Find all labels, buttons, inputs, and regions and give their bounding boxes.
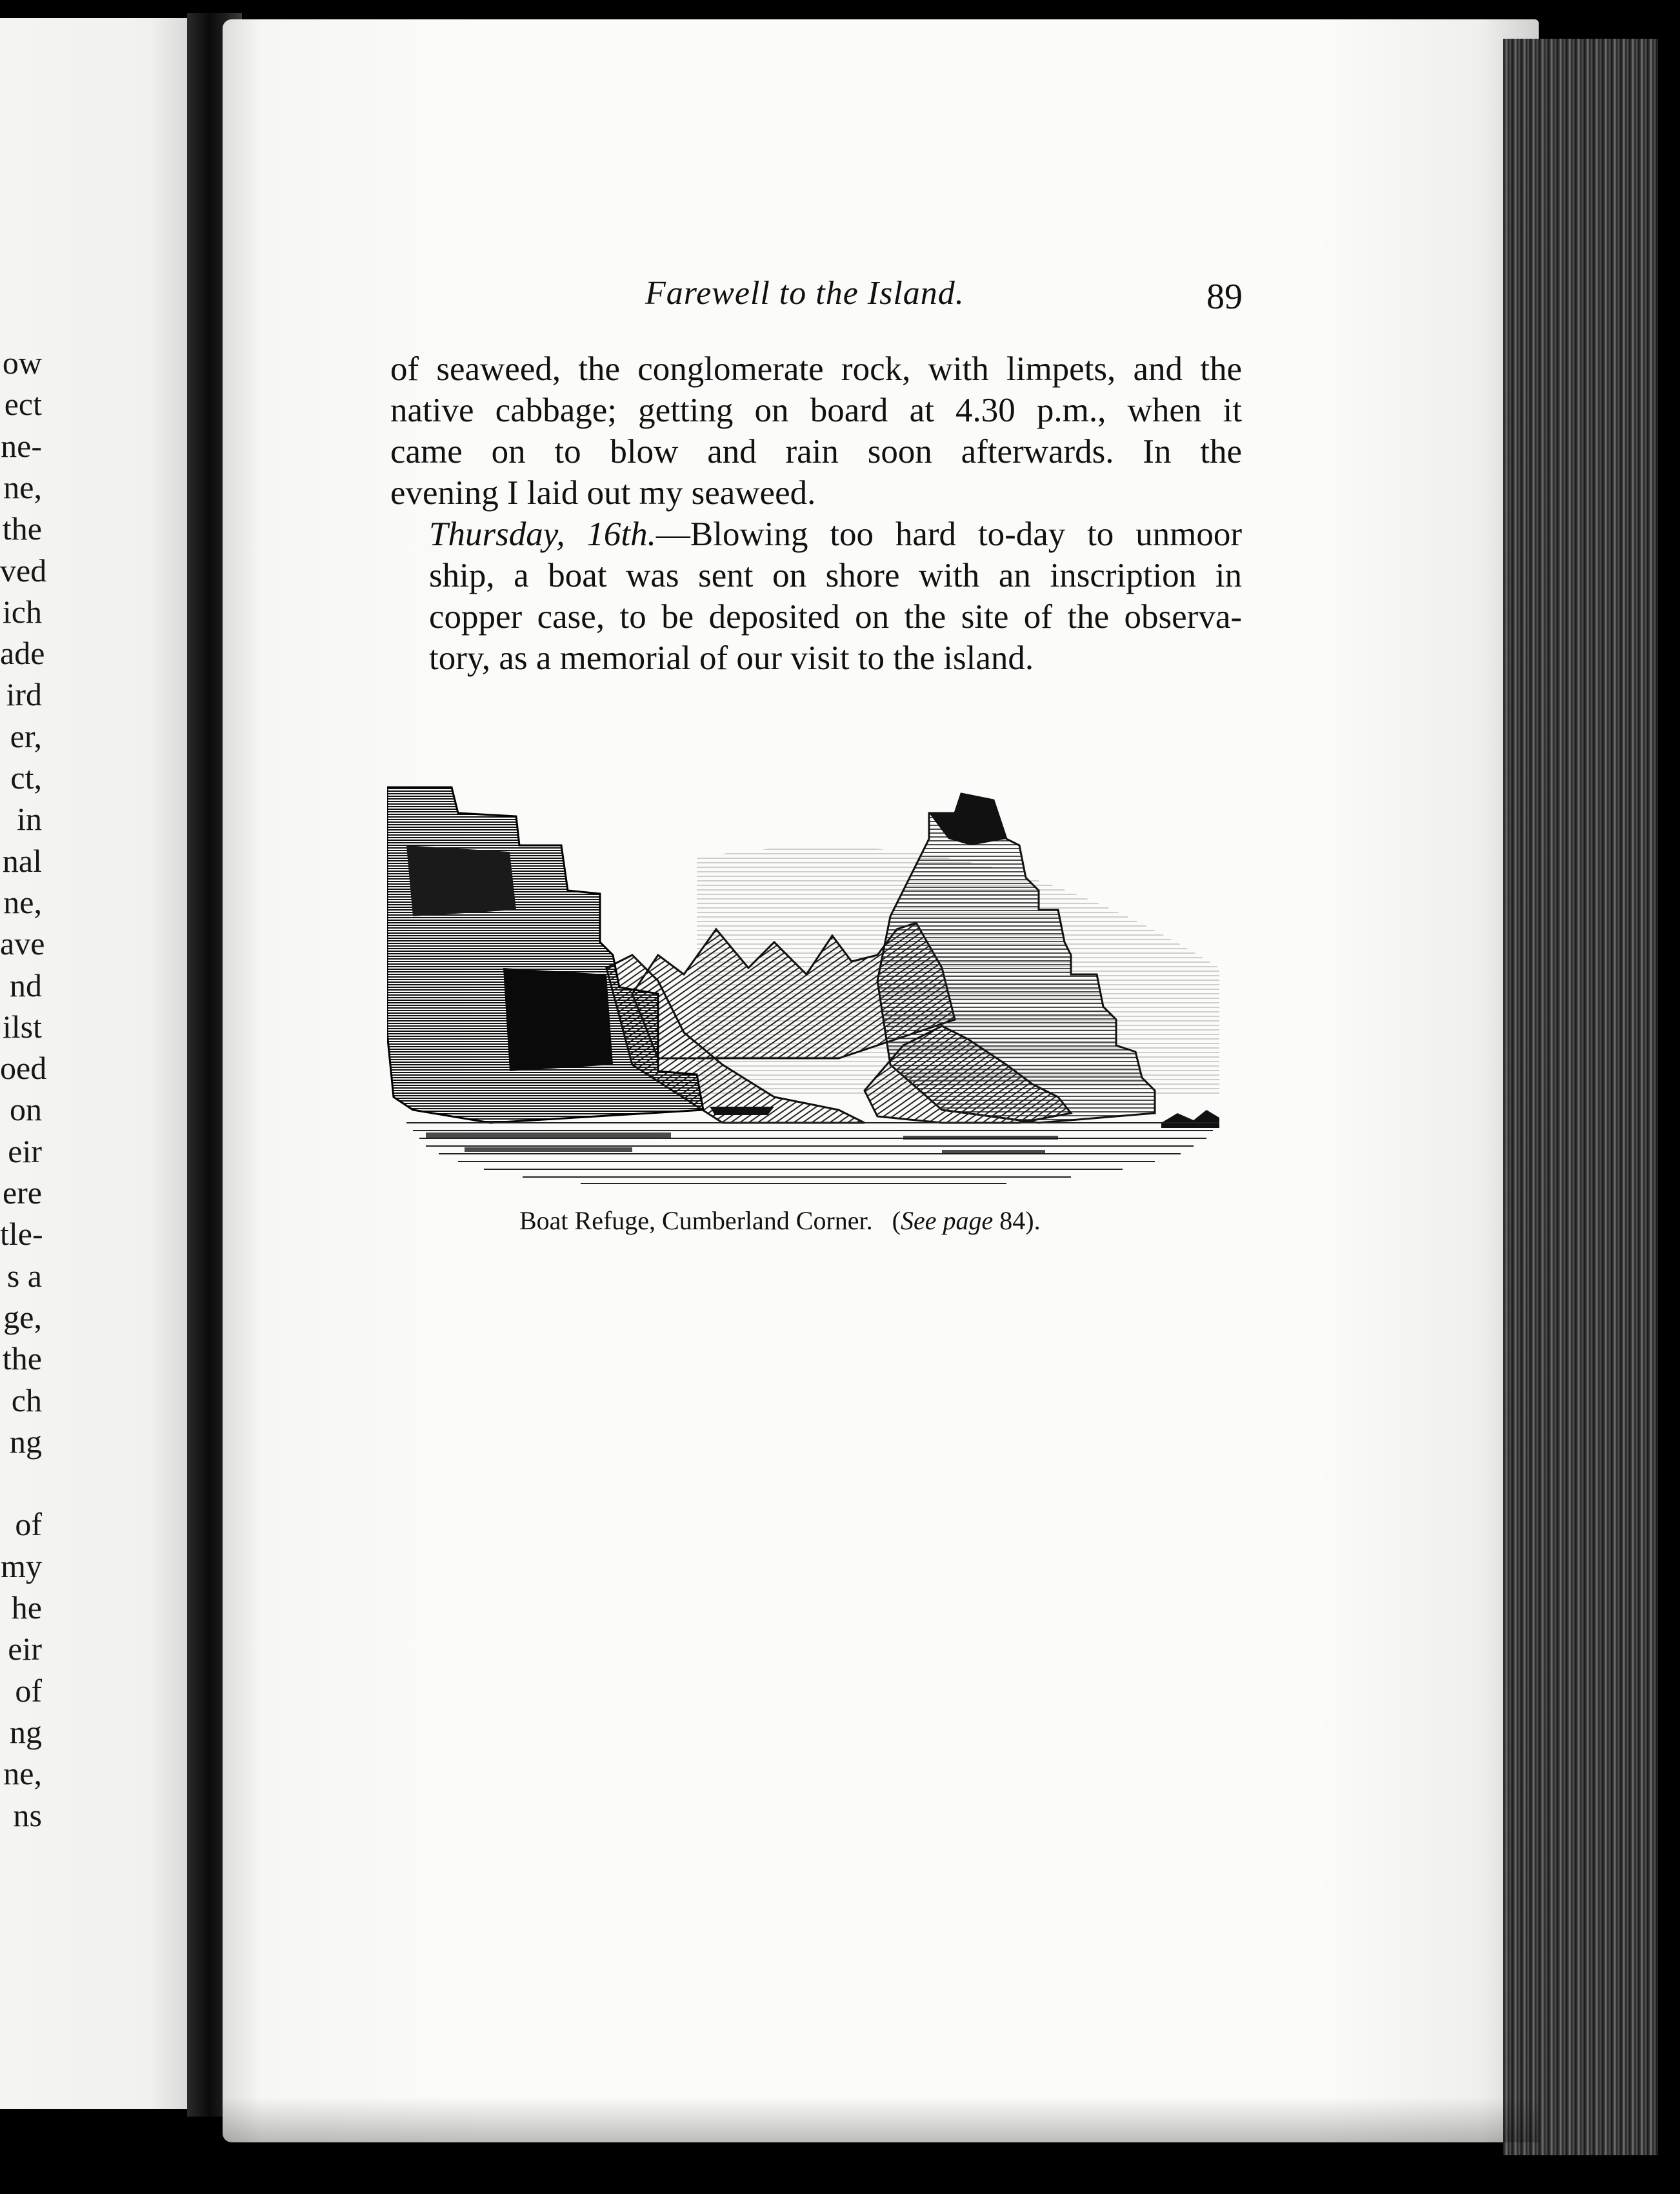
previous-page-line-fragment: ect <box>4 386 42 422</box>
previous-page-line-fragment: oed <box>0 1050 47 1086</box>
previous-page-line-fragment: ade <box>0 635 45 671</box>
previous-page-line-fragment: ge, <box>3 1299 42 1335</box>
previous-page-line-fragment: my <box>1 1548 42 1584</box>
islet-rocks <box>1161 1110 1219 1128</box>
text-line <box>390 514 1242 555</box>
previous-page-line-fragment: ave <box>0 925 45 961</box>
previous-page-line-fragment: he <box>11 1589 42 1625</box>
previous-page-line-fragment: ch <box>11 1382 42 1418</box>
caption-close: ). <box>1025 1206 1041 1235</box>
previous-page-line-fragment: eir <box>8 1631 42 1667</box>
previous-page-line-fragment: ns <box>13 1797 42 1833</box>
previous-page-line-fragment: ved <box>0 552 47 589</box>
engraving-illustration <box>387 761 1226 1187</box>
text-line-rest: —Blowing too hard to-day to unmoor <box>655 516 1242 553</box>
text-line: copper case, to be deposited on the site of the observa- <box>429 598 1242 636</box>
previous-page-line-fragment: er, <box>10 718 42 754</box>
previous-page-line-fragment: tle- <box>0 1216 43 1252</box>
water-lines <box>406 1123 1219 1183</box>
water-reflections <box>426 1132 1058 1154</box>
page-edges <box>1503 39 1658 2155</box>
previous-page-line-fragment: ne, <box>3 884 42 920</box>
caption-see-page: See page <box>900 1206 994 1235</box>
illustration-caption <box>519 1205 1041 1236</box>
caption-text: Boat Refuge, Cumberland Corner. <box>519 1206 873 1235</box>
previous-page-line-fragment: ng <box>10 1714 42 1750</box>
text-line: ship, a boat was sent on shore with an inscription in <box>429 557 1242 594</box>
previous-page-line-fragment: in <box>17 801 42 837</box>
text-line: tory, as a memorial of our visit to the island. <box>429 639 1034 677</box>
paragraph-2 <box>390 514 1242 679</box>
page-bottom-shadow <box>223 2097 1539 2142</box>
previous-page-line-fragment: ilst <box>2 1009 42 1045</box>
text-line: evening I laid out my seaweed. <box>390 474 816 512</box>
previous-page-line-fragment: ird <box>6 676 42 712</box>
previous-page-line-fragment: eir <box>8 1133 42 1169</box>
previous-page-line-fragment: ne, <box>3 469 42 505</box>
previous-page <box>0 18 213 2109</box>
previous-page-line-fragment: of <box>15 1673 42 1709</box>
left-cliffs <box>387 787 703 1123</box>
previous-page-line-fragment: ere <box>2 1174 42 1211</box>
caption-open: ( <box>892 1206 901 1235</box>
previous-page-line-fragment: ne- <box>1 428 42 464</box>
previous-page-line-fragment: s a <box>6 1258 42 1294</box>
body-text <box>390 348 1242 679</box>
caption-page-ref: 84 <box>999 1206 1026 1235</box>
text-line: came on to blow and rain soon afterwards. In the <box>390 433 1242 470</box>
previous-page-line-fragment: ne, <box>3 1755 42 1791</box>
running-head: Farewell to the Island. <box>645 275 965 312</box>
previous-page-line-fragment: of <box>15 1506 42 1542</box>
previous-page-line-fragment: ich <box>2 594 42 630</box>
text-line: native cabbage; getting on board at 4.30 p.m., when it <box>390 392 1242 429</box>
previous-page-line-fragment: ow <box>2 345 42 381</box>
paragraph-1 <box>390 348 1242 514</box>
previous-page-line-fragment: the <box>2 510 42 547</box>
previous-page-line-fragment: the <box>2 1340 42 1376</box>
previous-page-line-fragment: nal <box>2 843 42 879</box>
previous-page-text-fragments <box>0 18 213 2109</box>
diary-date: Thursday, 16th. <box>429 516 656 553</box>
left-cliff-shadow <box>503 968 613 1071</box>
left-cliff-shadow <box>406 845 516 916</box>
text-line: of seaweed, the conglomerate rock, with limpets, and the <box>390 350 1242 388</box>
previous-page-line-fragment: on <box>10 1091 42 1127</box>
previous-page-line-fragment: nd <box>10 967 42 1003</box>
previous-page-line-fragment: ng <box>10 1424 42 1460</box>
boat-icon <box>710 1107 774 1115</box>
previous-page-line-fragment: ct, <box>10 760 42 796</box>
page-number: 89 <box>1206 277 1243 317</box>
